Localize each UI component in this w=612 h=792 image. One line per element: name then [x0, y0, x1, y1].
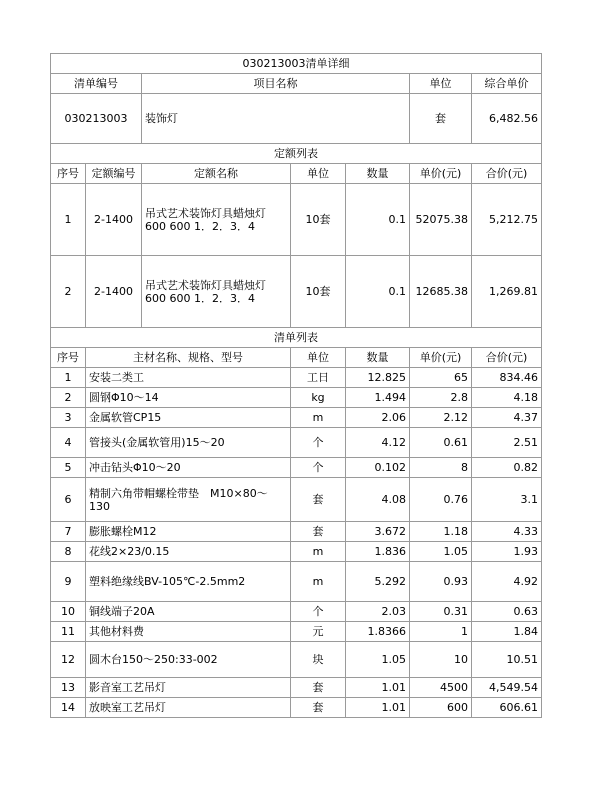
quota-total: 1,269.81 [472, 256, 542, 328]
material-unit: 套 [291, 698, 346, 718]
material-name: 花线2×23/0.15 [86, 542, 291, 562]
bill-price: 6,482.56 [472, 94, 542, 144]
bill-code: 030213003 [51, 94, 142, 144]
material-unit: m [291, 408, 346, 428]
material-unit: 套 [291, 678, 346, 698]
material-qty: 1.8366 [346, 622, 410, 642]
material-row [51, 642, 542, 678]
material-no: 5 [51, 458, 86, 478]
material-price: 0.76 [410, 478, 472, 522]
material-qty: 4.08 [346, 478, 410, 522]
bill-name: 装饰灯 [142, 94, 410, 144]
material-unit: m [291, 542, 346, 562]
quota-unit: 10套 [291, 184, 346, 256]
material-row [51, 542, 542, 562]
material-no: 10 [51, 602, 86, 622]
material-row [51, 522, 542, 542]
material-qty: 1.01 [346, 698, 410, 718]
header-item-name: 项目名称 [142, 74, 410, 94]
quota-code: 2-1400 [86, 256, 142, 328]
material-price: 8 [410, 458, 472, 478]
material-header-price: 单价(元) [410, 348, 472, 368]
material-name: 圆钢Φ10～14 [86, 388, 291, 408]
material-name: 铜线端子20A [86, 602, 291, 622]
material-header-no: 序号 [51, 348, 86, 368]
quota-unit: 10套 [291, 256, 346, 328]
material-row [51, 622, 542, 642]
quota-name: 吊式艺术装饰灯具蜡烛灯 600 600 1．2．3．4 [142, 184, 291, 256]
material-row [51, 562, 542, 602]
quota-header-no: 序号 [51, 164, 86, 184]
material-qty: 5.292 [346, 562, 410, 602]
material-row [51, 428, 542, 458]
material-section-title: 清单列表 [51, 328, 542, 348]
header-composite-price: 综合单价 [472, 74, 542, 94]
material-row [51, 408, 542, 428]
material-header-qty: 数量 [346, 348, 410, 368]
quota-price: 52075.38 [410, 184, 472, 256]
material-qty: 3.672 [346, 522, 410, 542]
material-unit: 套 [291, 522, 346, 542]
material-no: 2 [51, 388, 86, 408]
quota-header-total: 合价(元) [472, 164, 542, 184]
material-unit: 个 [291, 602, 346, 622]
material-no: 9 [51, 562, 86, 602]
material-no: 1 [51, 368, 86, 388]
material-name: 冲击钻头Φ10～20 [86, 458, 291, 478]
material-unit: 套 [291, 478, 346, 522]
material-qty: 2.06 [346, 408, 410, 428]
material-name: 影音室工艺吊灯 [86, 678, 291, 698]
material-price: 0.93 [410, 562, 472, 602]
material-price: 65 [410, 368, 472, 388]
material-price: 4500 [410, 678, 472, 698]
doc-title: 030213003清单详细 [51, 54, 542, 74]
material-price: 600 [410, 698, 472, 718]
material-total: 10.51 [472, 642, 542, 678]
material-name: 金属软管CP15 [86, 408, 291, 428]
material-name: 放映室工艺吊灯 [86, 698, 291, 718]
material-row [51, 458, 542, 478]
bill-unit: 套 [410, 94, 472, 144]
material-total: 1.93 [472, 542, 542, 562]
material-no: 13 [51, 678, 86, 698]
material-unit: m [291, 562, 346, 602]
material-total: 3.1 [472, 478, 542, 522]
material-qty: 1.01 [346, 678, 410, 698]
material-price: 2.8 [410, 388, 472, 408]
material-price: 0.31 [410, 602, 472, 622]
material-no: 14 [51, 698, 86, 718]
quota-total: 5,212.75 [472, 184, 542, 256]
material-no: 8 [51, 542, 86, 562]
material-total: 4.92 [472, 562, 542, 602]
quota-header-price: 单价(元) [410, 164, 472, 184]
quota-code: 2-1400 [86, 184, 142, 256]
quota-qty: 0.1 [346, 184, 410, 256]
quota-header-code: 定额编号 [86, 164, 142, 184]
material-qty: 1.836 [346, 542, 410, 562]
quota-no: 1 [51, 184, 86, 256]
material-price: 1 [410, 622, 472, 642]
material-no: 12 [51, 642, 86, 678]
material-total: 606.61 [472, 698, 542, 718]
quota-qty: 0.1 [346, 256, 410, 328]
quota-no: 2 [51, 256, 86, 328]
material-unit: kg [291, 388, 346, 408]
quota-row [51, 256, 542, 328]
material-price: 1.18 [410, 522, 472, 542]
material-row [51, 388, 542, 408]
material-name: 安装二类工 [86, 368, 291, 388]
material-row [51, 698, 542, 718]
material-qty: 12.825 [346, 368, 410, 388]
material-name: 其他材料费 [86, 622, 291, 642]
quota-section-title: 定额列表 [51, 144, 542, 164]
material-name: 圆木台150～250:33-002 [86, 642, 291, 678]
material-total: 1.84 [472, 622, 542, 642]
material-total: 4.18 [472, 388, 542, 408]
material-price: 2.12 [410, 408, 472, 428]
header-bill-code: 清单编号 [51, 74, 142, 94]
quota-name: 吊式艺术装饰灯具蜡烛灯 600 600 1．2．3．4 [142, 256, 291, 328]
material-no: 6 [51, 478, 86, 522]
material-row [51, 478, 542, 522]
material-qty: 4.12 [346, 428, 410, 458]
bill-detail-table [50, 53, 542, 718]
material-price: 1.05 [410, 542, 472, 562]
material-no: 3 [51, 408, 86, 428]
material-unit: 个 [291, 428, 346, 458]
material-no: 11 [51, 622, 86, 642]
quota-header-qty: 数量 [346, 164, 410, 184]
material-total: 834.46 [472, 368, 542, 388]
material-total: 0.63 [472, 602, 542, 622]
material-name: 精制六角带帽螺栓带垫 M10×80～130 [86, 478, 291, 522]
quota-row [51, 184, 542, 256]
material-total: 2.51 [472, 428, 542, 458]
material-unit: 工日 [291, 368, 346, 388]
quota-header-name: 定额名称 [142, 164, 291, 184]
material-row [51, 368, 542, 388]
material-name: 管接头(金属软管用)15～20 [86, 428, 291, 458]
material-no: 4 [51, 428, 86, 458]
material-total: 4.37 [472, 408, 542, 428]
material-row [51, 678, 542, 698]
material-header-total: 合价(元) [472, 348, 542, 368]
material-unit: 块 [291, 642, 346, 678]
material-no: 7 [51, 522, 86, 542]
material-price: 0.61 [410, 428, 472, 458]
material-qty: 2.03 [346, 602, 410, 622]
material-header-unit: 单位 [291, 348, 346, 368]
material-qty: 1.494 [346, 388, 410, 408]
material-price: 10 [410, 642, 472, 678]
material-qty: 1.05 [346, 642, 410, 678]
quota-header-unit: 单位 [291, 164, 346, 184]
material-total: 4,549.54 [472, 678, 542, 698]
header-unit: 单位 [410, 74, 472, 94]
material-header-name: 主材名称、规格、型号 [86, 348, 291, 368]
material-unit: 元 [291, 622, 346, 642]
material-qty: 0.102 [346, 458, 410, 478]
quota-price: 12685.38 [410, 256, 472, 328]
material-total: 4.33 [472, 522, 542, 542]
material-name: 塑料绝缘线BV-105℃-2.5mm2 [86, 562, 291, 602]
material-unit: 个 [291, 458, 346, 478]
material-total: 0.82 [472, 458, 542, 478]
material-row [51, 602, 542, 622]
material-name: 膨胀螺栓M12 [86, 522, 291, 542]
